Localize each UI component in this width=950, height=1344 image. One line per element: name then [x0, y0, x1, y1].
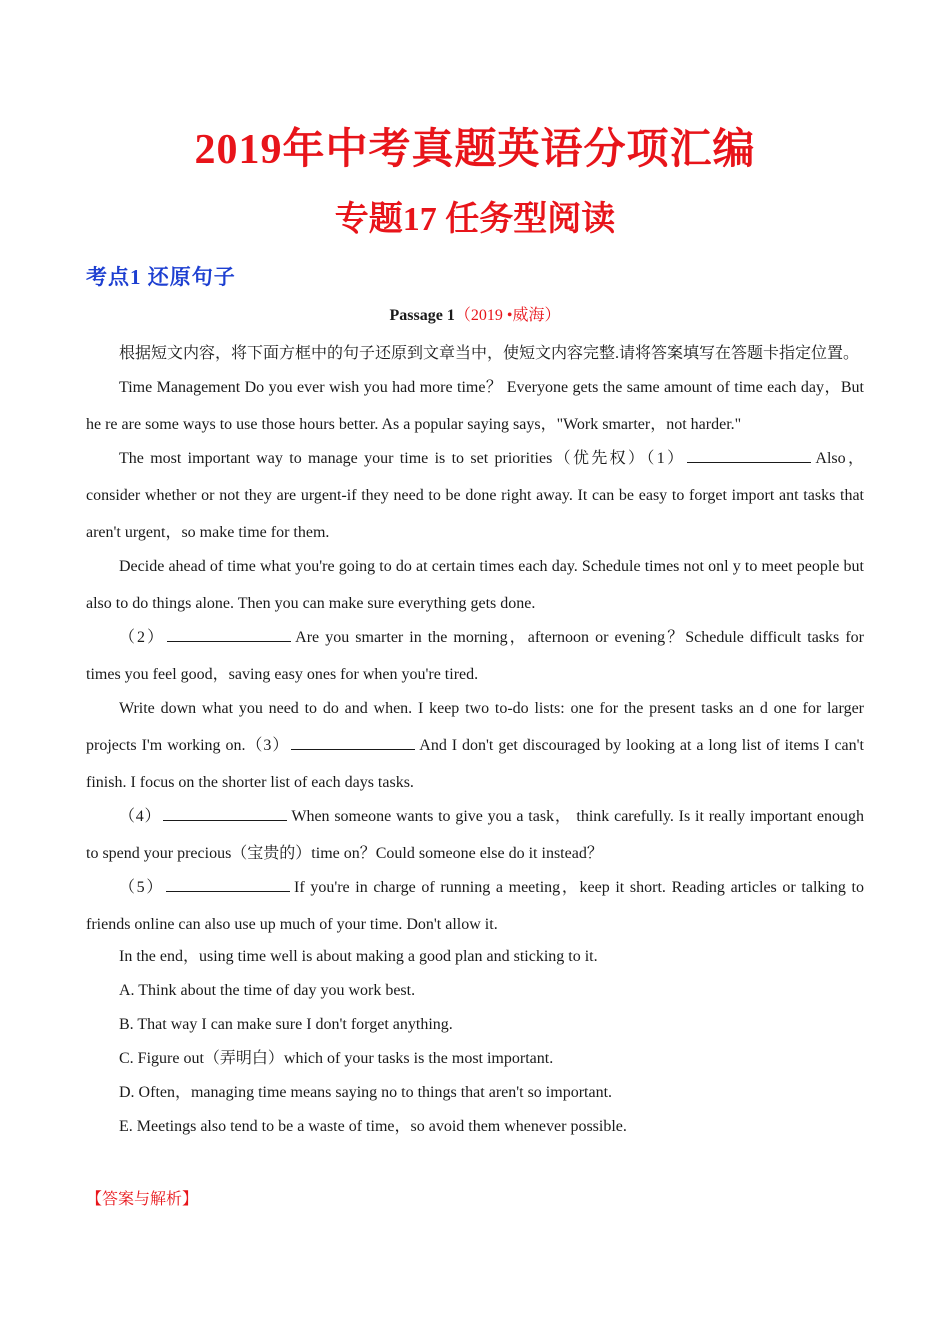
paragraph-2 — [86, 440, 864, 551]
options-list — [86, 974, 864, 1144]
option-d: D. Often，managing time means saying no to things that aren't so important. — [119, 1084, 613, 1101]
option-a: A. Think about the time of day you work best. — [119, 982, 416, 999]
paragraph-1: Time Management Do you ever wish you had more time？ Everyone gets the same amount of time each day，But he re are some ways to use those hours better. As a popular saying says，"Work smarter，not harder." — [86, 379, 864, 433]
answer-analysis-label: 【答案与解析】 — [86, 1191, 199, 1208]
paragraph-4-text: Are you smarter in the morning，afternoon or evening？Schedule difficult tasks for times you feel good，saving easy ones for when you're tired. — [86, 629, 864, 683]
instructions: 根据短文内容，将下面方框中的句子还原到文章当中，使短文内容完整.请将答案填写在答题卡指定位置。 — [119, 345, 860, 362]
passage-body — [86, 335, 864, 1144]
option-e: E. Meetings also tend to be a waste of time，so avoid them whenever possible. — [119, 1118, 627, 1135]
blank-4-number: （4） — [119, 808, 162, 825]
paragraph-8: In the end，using time well is about making a good plan and sticking to it. — [119, 948, 598, 965]
paragraph-2-text-after: Also，consider whether or not they are urgent-if they need to be done right away. It can be easy to forget import ant tasks that aren't urgent，so make time for them. — [86, 450, 864, 541]
paragraph-7 — [86, 869, 864, 943]
paragraph-3: Decide ahead of time what you're going to do at certain times each day. Schedule times not onl y to meet people but also to do things alone. Then you can make sure everything gets done. — [86, 558, 864, 612]
paragraph-2-text-before: The most important way to manage your time is to set priorities（优先权）（1） — [119, 450, 686, 467]
document-subtitle: 专题17 任务型阅读 — [334, 201, 616, 238]
passage-source: （2019 •威海） — [454, 307, 561, 324]
blank-2-number: （2） — [119, 629, 166, 646]
option-b: B. That way I can make sure I don't forget anything. — [119, 1016, 453, 1033]
paragraph-5 — [86, 690, 864, 801]
paragraph-6 — [86, 798, 864, 872]
passage-label: Passage 1 — [389, 307, 455, 324]
answer-blank-1[interactable] — [687, 448, 811, 463]
passage-heading — [86, 303, 864, 329]
paragraph-6-text: When someone wants to give you a task， think carefully. Is it really important enough to spend your precious（宝贵的）time on？Could someone else do it instead？ — [86, 808, 864, 862]
answer-blank-2[interactable] — [167, 627, 291, 642]
option-c: C. Figure out（弄明白）which of your tasks is the most important. — [119, 1050, 554, 1067]
blank-5-number: （5） — [119, 879, 164, 896]
answer-blank-3[interactable] — [291, 735, 415, 750]
answer-blank-4[interactable] — [163, 806, 287, 821]
paragraph-7-text: If you're in charge of running a meeting，keep it short. Reading articles or talking to friends online can also use up much of your time. Don't allow it. — [86, 879, 864, 933]
section-heading: 考点1 还原句子 — [86, 265, 236, 289]
paragraph-5-text-after: And I don't get discouraged by looking at a long list of items I can't finish. I focus on the shorter list of each days tasks. — [86, 737, 864, 791]
answer-blank-5[interactable] — [166, 877, 290, 892]
document-title: 2019年中考真题英语分项汇编 — [194, 127, 756, 173]
paragraph-5-text-before: Write down what you need to do and when. I keep two to-do lists: one for the present tasks an d one for larger projects I'm working on.（3） — [86, 700, 864, 754]
paragraph-4 — [86, 619, 864, 693]
